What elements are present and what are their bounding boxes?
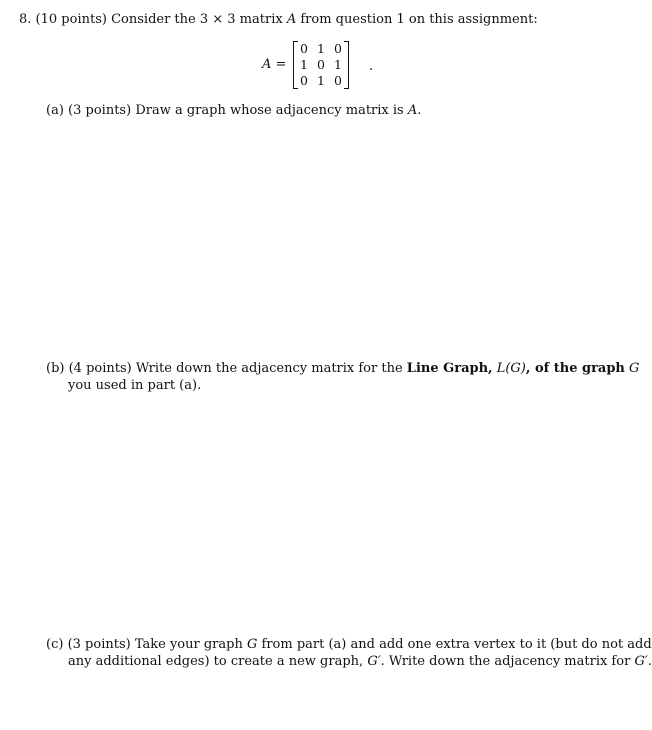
- matrix-cell: 1: [334, 57, 342, 72]
- part-b-bold-2: , of the graph: [525, 361, 625, 376]
- matrix-cell: 0: [334, 41, 342, 56]
- part-a-text: Draw a graph whose adjacency matrix is: [135, 103, 404, 118]
- part-a: [46, 103, 421, 119]
- part-c-label: (c): [46, 637, 64, 652]
- matrix-lhs-var: A: [262, 57, 272, 72]
- part-b-line-graph: L(G): [496, 361, 526, 376]
- part-b-line-2: [68, 378, 201, 394]
- matrix-cell: 1: [317, 41, 325, 56]
- matrix: [293, 41, 349, 89]
- part-b-points: (4 points): [68, 361, 132, 376]
- matrix-cell: 0: [300, 73, 308, 88]
- matrix-cell: 1: [300, 57, 308, 72]
- question-matrix-var: A: [286, 12, 297, 27]
- question-header: [19, 12, 538, 28]
- question-text-2: from question 1 on this assignment:: [300, 12, 538, 27]
- part-a-points: (3 points): [68, 103, 132, 118]
- part-c-points: (3 points): [67, 637, 131, 652]
- matrix-period: .: [369, 59, 374, 74]
- matrix-cell: 0: [317, 57, 325, 72]
- part-b-bold-1: Line Graph,: [406, 361, 493, 376]
- matrix-cell: 0: [300, 41, 308, 56]
- part-c-text-1: Take your graph: [134, 637, 243, 652]
- part-b-label: (b): [46, 361, 65, 376]
- part-a-label: (a): [46, 103, 64, 118]
- part-c-var-g-prime-2: G′: [634, 654, 648, 669]
- part-c-line2-text-1: any additional edges) to create a new graph,: [68, 654, 364, 669]
- part-c-line2-text-2: . Write down the adjacency matrix for: [380, 654, 631, 669]
- part-b-var-g: G: [629, 361, 640, 376]
- part-b-line2-text: you used in part (a).: [68, 378, 202, 393]
- part-c-line-1: [46, 637, 652, 653]
- part-c-end: .: [647, 654, 652, 669]
- part-c-line-2: [68, 654, 652, 670]
- part-b-text-1: Write down the adjacency matrix for the: [135, 361, 403, 376]
- matrix-lhs-eq: =: [275, 57, 287, 72]
- matrix-cell: 0: [334, 73, 342, 88]
- question-number: 8.: [19, 12, 32, 27]
- question-points: (10 points): [35, 12, 107, 27]
- part-a-var: A: [407, 103, 418, 118]
- part-c-text-2: from part (a) and add one extra vertex to it (but do not add: [261, 637, 652, 652]
- part-a-end: .: [417, 103, 422, 118]
- matrix-cell: 1: [317, 73, 325, 88]
- part-c-var-g: G: [246, 637, 258, 652]
- question-text-1: Consider the 3 × 3 matrix: [111, 12, 283, 27]
- matrix-right-bracket: [344, 41, 349, 89]
- matrix-lhs: [262, 57, 286, 73]
- part-b-line-1: [46, 361, 639, 377]
- part-c-var-g-prime-1: G′: [367, 654, 381, 669]
